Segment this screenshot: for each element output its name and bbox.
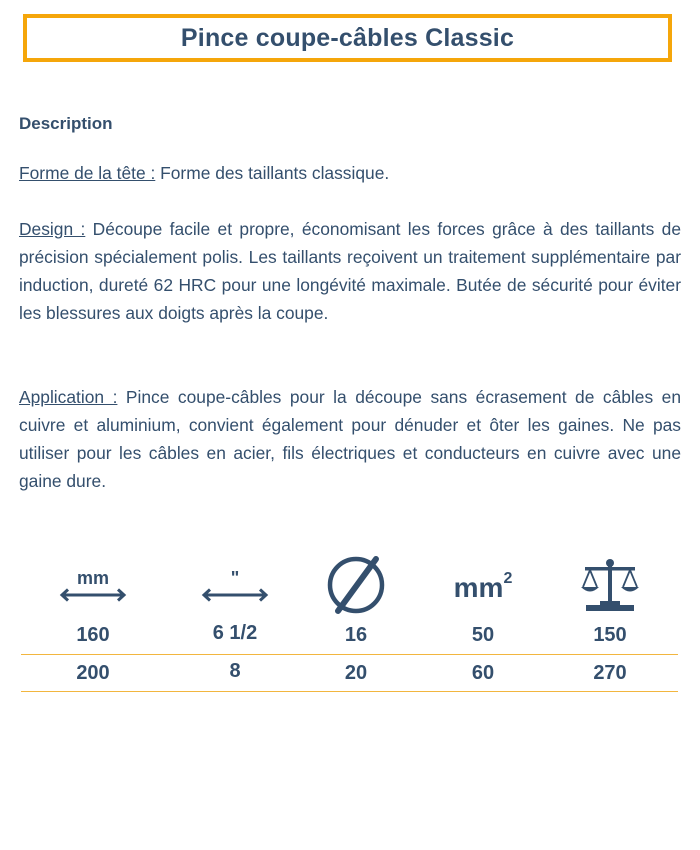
title-box [23,14,672,62]
weight-scale-icon [570,552,650,618]
spec-cell: 150 [593,624,627,646]
spec-row-1 [21,618,678,655]
spec-cell: 16 [344,624,368,646]
double-arrow-icon [201,588,269,602]
design-label: Design : [19,219,86,239]
length-mm-icon [53,552,133,618]
length-mm-unit: mm [76,568,109,588]
cross-section-icon [443,552,523,618]
application-label: Application : [19,387,118,407]
spec-cell: 6 1/2 [212,622,258,644]
spec-cell: 20 [344,662,368,684]
spec-cell: 200 [76,662,110,684]
forme-text: Forme des taillants classique. [155,163,390,183]
length-inch-icon [195,552,275,618]
spec-table [21,552,678,692]
forme-label: Forme de la tête : [19,163,156,183]
spec-row-2 [21,655,678,692]
forme-paragraph [19,159,681,187]
spec-cell: 50 [471,624,495,646]
design-paragraph [19,215,681,327]
spec-cell: 160 [76,624,110,646]
length-inch-unit: " [230,568,240,588]
design-text: Découpe facile et propre, économisant les forces grâce à des taillants de précision spécialement polis. Les taillants reçoivent un traitement supplémentaire par induction, dureté 62 HRC pour une longévité maximale. Butée de sécurité pour éviter les blessures aux doigts après la coupe. [19,219,681,323]
spec-icon-row [21,552,678,618]
spec-cell: 270 [593,662,627,684]
application-text: Pince coupe-câbles pour la découpe sans écrasement de câbles en cuivre et aluminium, convient également pour dénuder et ôter les gaines. Ne pas utiliser pour les câbles en acier, fils électriques et conducteurs en cuivre avec une gaine dure. [19,387,681,491]
cross-section-sup: 2 [503,569,513,587]
description-heading: Description [19,114,113,133]
double-arrow-icon [59,588,127,602]
cross-section-unit: mm [453,572,504,603]
application-paragraph [19,383,681,495]
spec-cell: 60 [471,662,495,684]
diameter-icon [316,552,396,618]
spec-cell: 8 [229,660,241,682]
product-title: Pince coupe-câbles Classic [180,23,515,52]
